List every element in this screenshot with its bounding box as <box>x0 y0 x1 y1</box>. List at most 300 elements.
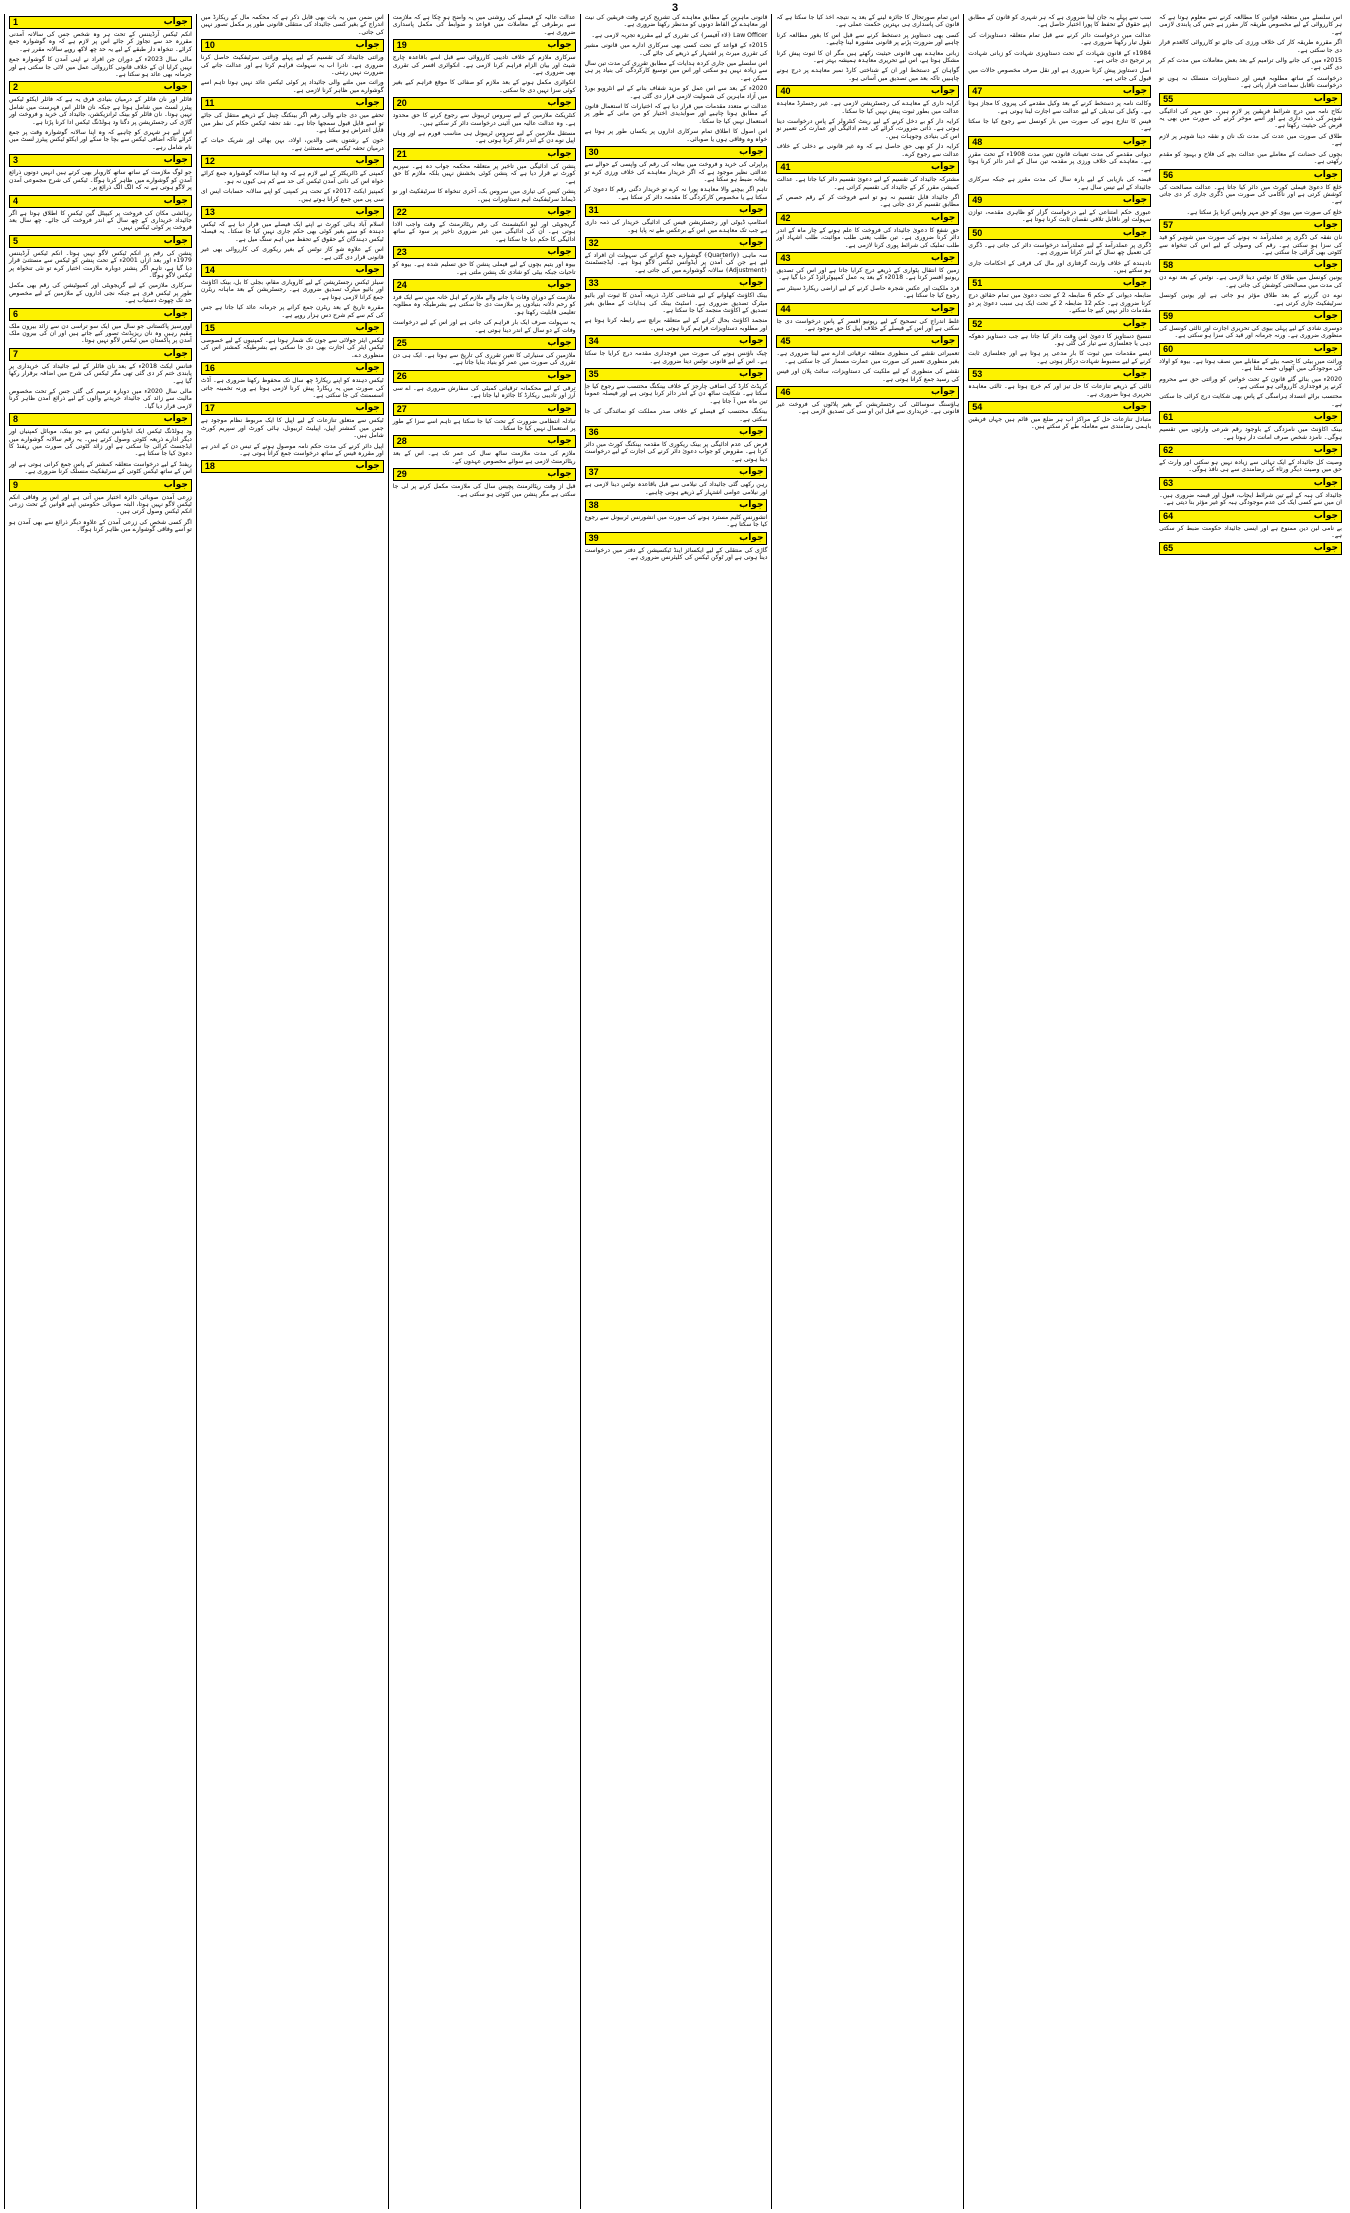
question-number-bar <box>201 322 384 335</box>
body-paragraph: اس لیے ہر شہری کو چاہیے کہ وہ اپنا سالانہ گوشوارہ وقت پر جمع کرائے تاکہ اضافی ٹیکس سے بچا جا سکے اور ایکٹو ٹیکس پیئرز لسٹ میں نام شامل رہے۔ <box>9 129 192 151</box>
body-paragraph: اوورسیز پاکستانی جو سال میں ایک سو تراسی دن سے زائد بیرون ملک مقیم رہیں وہ نان ریزیڈنٹ تصور کیے جاتے ہیں اور ان کی بیرون ملک آمدن پر پاکستان میں ٹیکس لاگو نہیں ہوتا۔ <box>9 322 192 345</box>
answer-tag: جواب <box>547 98 572 109</box>
answer-tag: جواب <box>1313 220 1339 231</box>
question-number: 65 <box>1163 543 1174 554</box>
question-number-bar <box>9 16 192 29</box>
answer-tag: جواب <box>739 532 764 543</box>
col-6 <box>963 14 1155 2209</box>
question-number-bar <box>968 368 1151 381</box>
question-number: 62 <box>1163 445 1174 456</box>
answer-tag: جواب <box>931 86 956 97</box>
question-number-bar <box>585 335 768 348</box>
body-paragraph: گاڑی کی منتقلی کے لیے ایکسائز اینڈ ٹیکسیشن کے دفتر میں درخواست دینا ہوتی ہے اور ٹوکن ٹیکس کی کلیئرنس ضروری ہے۔ <box>584 546 768 562</box>
answer-tag: جواب <box>163 414 188 425</box>
body-paragraph: سیلز ٹیکس رجسٹریشن کے لیے کاروباری مقام، بجلی کا بل، بینک اکاؤنٹ اور بائیو میٹرک تصدیق ضروری ہے۔ رجسٹریشن کے بعد ماہانہ ریٹرن جمع کرانا لازمی ہوتا ہے۔ <box>200 278 384 301</box>
body-paragraph: عدالت عالیہ کے فیصلے کی روشنی میں یہ واضح ہو چکا ہے کہ ملازمت سے برطرفی کے معاملات میں قواعد و ضوابط کی مکمل پاسداری ضروری ہے۔ <box>392 14 576 36</box>
question-number-bar <box>393 468 576 481</box>
question-number-bar <box>585 532 768 545</box>
question-number: 45 <box>780 336 791 347</box>
body-paragraph: فائلر اور نان فائلر کے درمیان بنیادی فرق یہ ہے کہ فائلر ایکٹو ٹیکس پیئرز لسٹ میں شامل ہوتا ہے جبکہ نان فائلر اس فہرست میں شامل نہیں ہوتا۔ نان فائلر کو بینک ٹرانزیکشن، جائیداد کی خرید و فروخت اور گاڑی کی رجسٹریشن پر دگنا ود ہولڈنگ ٹیکس ادا کرنا پڑتا ہے۔ <box>9 96 192 126</box>
body-paragraph: انشورنس کلیم مسترد ہونے کی صورت میں انشورنس ٹربیونل سے رجوع کیا جا سکتا ہے۔ <box>584 514 768 529</box>
question-number-bar <box>201 460 384 473</box>
question-number-bar <box>201 206 384 219</box>
column-container <box>4 14 1346 2209</box>
answer-tag: جواب <box>931 336 956 347</box>
question-number: 7 <box>13 348 19 359</box>
body-paragraph: انکوائری مکمل ہونے کے بعد ملازم کو صفائی کا موقع فراہم کیے بغیر کوئی سزا نہیں دی جا سکتی۔ <box>392 79 576 94</box>
question-number: 53 <box>972 369 983 380</box>
question-number: 54 <box>972 402 983 412</box>
body-paragraph: ترقی کے لیے محکمانہ ترقیاتی کمیٹی کی سفارش ضروری ہے۔ اے سی آرز اور تادیبی ریکارڈ کا جائزہ لیا جاتا ہے۔ <box>392 384 576 400</box>
body-paragraph: 2020ء کے بعد سے اس عمل کو مزید شفاف بنانے کے لیے انٹرویو بورڈ میں آزاد ماہرین کی شمولیت لازمی قرار دی گئی ہے۔ <box>584 85 768 100</box>
body-paragraph: گواہان کے دستخط اور ان کے شناختی کارڈ نمبر معاہدے پر درج ہونے چاہییں تاکہ بعد میں تصدیق میں آسانی ہو۔ <box>776 67 960 82</box>
answer-tag: جواب <box>1122 278 1148 289</box>
body-paragraph: ود ہولڈنگ ٹیکس ایک ایڈوانس ٹیکس ہے جو بینک، موبائل کمپنیاں اور دیگر ادارے ذریعہ کٹوتی وصول کرتے ہیں۔ یہ رقم سالانہ گوشوارے میں ایڈجسٹ کرائی جا سکتی ہے اور زائد کٹوتی کی صورت میں ریفنڈ کا دعویٰ کیا جا سکتا ہے۔ <box>9 428 192 458</box>
answer-tag: جواب <box>1313 93 1339 104</box>
body-paragraph: نوے دن گزرنے کے بعد طلاق مؤثر ہو جاتی ہے اور یونین کونسل سرٹیفکیٹ جاری کرتی ہے۔ <box>1159 292 1343 307</box>
body-paragraph: پراپرٹی کی خرید و فروخت میں بیعانہ کی رقم کی واپسی کے حوالے سے عدالتی نظیر موجود ہے کہ اگر خریدار معاہدے کی خلاف ورزی کرے تو بیعانہ ضبط ہو سکتا ہے۔ <box>584 161 768 183</box>
question-number-bar <box>393 435 576 448</box>
question-number: 58 <box>1163 260 1174 271</box>
body-paragraph: منجمد اکاؤنٹ بحال کرانے کے لیے متعلقہ برانچ سے رابطہ کرنا ہوتا ہے اور مطلوبہ دستاویزات فراہم کرنا ہوتی ہیں۔ <box>584 317 768 332</box>
answer-tag: جواب <box>355 461 380 472</box>
body-paragraph: کنٹریکٹ ملازمین کے لیے سروس ٹریبونل سے رجوع کرنے کا حق محدود ہے۔ وہ عدالت عالیہ میں آئینی درخواست دائر کر سکتے ہیں۔ <box>392 112 576 127</box>
answer-tag: جواب <box>355 40 380 51</box>
question-number: 42 <box>780 212 791 223</box>
answer-tag: جواب <box>739 278 764 289</box>
question-number-bar <box>968 227 1151 240</box>
question-number: 19 <box>396 40 407 51</box>
question-number-bar <box>1159 510 1342 523</box>
body-paragraph: کسی بھی دستاویز پر دستخط کرنے سے قبل اس کا بغور مطالعہ کرنا چاہیے اور ضرورت پڑنے پر قانونی مشورہ لینا چاہیے۔ <box>776 31 960 47</box>
body-paragraph: کریڈٹ کارڈ کی اضافی چارجز کے خلاف بینکنگ محتسب سے رجوع کیا جا سکتا ہے۔ شکایت ساٹھ دن کے اندر دائر کرنا ہوتی ہے اور فیصلہ عموماً تین ماہ میں آ جاتا ہے۔ <box>584 383 768 405</box>
body-paragraph: بینکنگ محتسب کے فیصلے کے خلاف صدر مملکت کو نمائندگی کی جا سکتی ہے۔ <box>584 408 768 423</box>
question-number-bar <box>393 337 576 350</box>
body-paragraph: اس کے علاوہ شو کاز نوٹس کے بغیر ریکوری کی کارروائی بھی غیر قانونی قرار دی گئی ہے۔ <box>200 246 384 261</box>
answer-tag: جواب <box>163 308 188 319</box>
question-number-bar <box>393 403 576 416</box>
question-number: 39 <box>588 532 599 543</box>
col-7 <box>1155 14 1346 2209</box>
question-number-bar <box>393 148 576 161</box>
answer-tag: جواب <box>1122 318 1148 329</box>
body-paragraph: مالی سال 2023ء کے دوران جن افراد نے اپنی آمدن کا گوشوارہ جمع نہیں کرایا ان کے خلاف قانونی کارروائی عمل میں لائی جا سکتی ہے اور جرمانہ بھی عائد ہو سکتا ہے۔ <box>9 56 192 79</box>
question-number: 21 <box>396 148 407 159</box>
answer-tag: جواب <box>931 387 956 397</box>
body-paragraph: اپیل دائر کرنے کی مدت حکم نامہ موصول ہونے کے تیس دن کے اندر ہے اور مقررہ فیس کے ساتھ درخواست جمع کرانا ہوتی ہے۔ <box>200 442 384 458</box>
body-paragraph: اگر کسی شخص کی زرعی آمدن کے علاوہ دیگر ذرائع سے بھی آمدن ہو تو اسے وفاقی گوشوارے میں ظاہر کرنا ہوگا۔ <box>9 518 192 534</box>
body-paragraph: متبادل تنازعات حل کے مراکز اب ہر ضلع میں قائم ہیں جہاں فریقین باہمی رضامندی سے معاملہ طے کر سکتے ہیں۔ <box>968 416 1152 431</box>
question-number-bar <box>9 235 192 248</box>
answer-tag: جواب <box>355 156 380 167</box>
answer-tag: جواب <box>739 369 764 379</box>
answer-tag: جواب <box>547 148 572 159</box>
body-paragraph: نکاح نامہ میں درج شرائط فریقین پر لازم ہیں۔ حق مہر کی ادائیگی شوہر کی ذمہ داری ہے اور اسے موخر کرنے کی صورت میں بھی یہ قرض کی حیثیت رکھتا ہے۔ <box>1159 107 1343 130</box>
question-number-bar <box>9 479 192 492</box>
question-number-bar <box>201 97 384 110</box>
question-number: 50 <box>972 227 983 238</box>
question-number: 6 <box>13 308 19 319</box>
question-number-bar <box>201 39 384 52</box>
question-number-bar <box>393 97 576 110</box>
body-paragraph: جو لوگ ملازمت کے ساتھ ساتھ کاروبار بھی کرتے ہیں انہیں دونوں ذرائع آمدن کو گوشوارے میں ظاہر کرنا ہوگا۔ ٹیکس کی شرح مجموعی آمدن پر لاگو ہوتی ہے نہ کہ الگ الگ ذرائع پر۔ <box>9 169 192 192</box>
question-number: 51 <box>972 278 983 289</box>
body-paragraph: قبضہ کی بازیابی کے لیے بارہ سال کی مدت مقرر ہے جبکہ سرکاری جائیداد کے لیے تیس سال ہے۔ <box>968 176 1152 191</box>
body-paragraph: طلاق کی صورت میں عدت کی مدت تک نان و نفقہ دینا شوہر پر لازم ہے۔ <box>1159 132 1343 148</box>
body-paragraph: کرایہ دار کو بھی حق حاصل ہے کہ وہ غیر قانونی بے دخلی کے خلاف عدالت سے رجوع کرے۔ <box>776 143 960 158</box>
body-paragraph: فرد ملکیت اور عکس شجرہ حاصل کرنے کے لیے اراضی ریکارڈ سینٹر سے رجوع کیا جا سکتا ہے۔ <box>776 284 960 300</box>
answer-tag: جواب <box>355 206 380 217</box>
question-number-bar <box>585 368 768 381</box>
body-paragraph: غلط اندراج کی تصحیح کے لیے ریونیو افسر کے پاس درخواست دی جا سکتی ہے اور اس کے فیصلے کے خلاف اپیل کا حق موجود ہے۔ <box>776 317 960 332</box>
question-number: 1 <box>13 17 19 27</box>
col-1 <box>4 14 196 2209</box>
body-paragraph: تاہم اگر بیچنے والا معاہدہ پورا نہ کرے تو خریدار دگنی رقم کا دعویٰ کر سکتا ہے یا مخصوص کارکردگی کا مقدمہ دائر کر سکتا ہے۔ <box>584 186 768 201</box>
question-number-bar <box>776 161 959 174</box>
body-paragraph: عدالت نے متعدد مقدمات میں قرار دیا ہے کہ اختیارات کا استعمال قانون کے مطابق ہونا چاہیے اور صوابدیدی اختیار کو من مانی کے طور پر استعمال نہیں کیا جا سکتا۔ <box>584 103 768 125</box>
body-paragraph: بینک اکاؤنٹ کھلوانے کے لیے شناختی کارڈ، ذریعہ آمدن کا ثبوت اور بائیو میٹرک تصدیق ضروری ہے۔ اسٹیٹ بینک کی ہدایات کے مطابق بغیر تصدیق کے اکاؤنٹ منجمد کیا جا سکتا ہے۔ <box>584 292 768 314</box>
question-number: 59 <box>1163 310 1174 321</box>
question-number: 24 <box>396 279 407 290</box>
body-paragraph: قانونی ماہرین کے مطابق معاہدے کی تشریح کرتے وقت فریقین کی نیت اور معاہدے کے الفاظ دونوں کو مدنظر رکھنا ضروری ہے۔ <box>584 14 768 29</box>
body-paragraph: زبانی معاہدے بھی قانونی حیثیت رکھتے ہیں مگر ان کا ثبوت پیش کرنا مشکل ہوتا ہے، اس لیے تحریری معاہدہ ہمیشہ بہتر ہے۔ <box>776 49 960 65</box>
body-paragraph: بے نامی لین دین ممنوع ہے اور ایسی جائیداد حکومت ضبط کر سکتی ہے۔ <box>1159 524 1343 540</box>
question-number: 38 <box>588 500 599 511</box>
body-paragraph: وراثت میں بیٹی کا حصہ بیٹے کے مقابلے میں نصف ہوتا ہے۔ بیوہ کو اولاد کی موجودگی میں آٹھواں حصہ ملتا ہے۔ <box>1159 357 1343 373</box>
answer-tag: جواب <box>1313 543 1339 554</box>
col-2 <box>196 14 388 2209</box>
answer-tag: جواب <box>163 348 188 359</box>
question-number: 41 <box>780 162 791 173</box>
question-number: 2 <box>13 82 19 93</box>
body-paragraph: 2015ء کے قواعد کے تحت کسی بھی سرکاری ادارے میں قانونی مشیر کی تقرری میرٹ پر اشتہار کے ذریعے کی جائے گی۔ <box>584 42 768 57</box>
answer-tag: جواب <box>739 147 764 158</box>
body-paragraph: محتسب برائے انسداد ہراسگی کے پاس بھی شکایت درج کرائی جا سکتی ہے۔ <box>1159 393 1343 408</box>
question-number: 55 <box>1163 93 1174 104</box>
answer-tag: جواب <box>739 427 764 438</box>
answer-tag: جواب <box>1122 402 1148 412</box>
answer-tag: جواب <box>547 206 572 217</box>
question-number: 52 <box>972 318 983 329</box>
question-number: 40 <box>780 86 791 97</box>
answer-tag: جواب <box>931 303 956 314</box>
answer-tag: جواب <box>547 370 572 381</box>
question-number: 20 <box>396 98 407 109</box>
body-paragraph: کرایہ داری کے معاہدے کی رجسٹریشن لازمی ہے۔ غیر رجسٹرڈ معاہدہ عدالت میں بطور ثبوت پیش نہیں کیا جا سکتا۔ <box>776 100 960 115</box>
question-number: 43 <box>780 252 791 263</box>
answer-tag: جواب <box>547 403 572 414</box>
body-paragraph: 2020ء میں بنائے گئے قانون کے تحت خواتین کو وراثتی حق سے محروم کرنے پر فوجداری کارروائی ہو سکتی ہے۔ <box>1159 375 1343 390</box>
answer-tag: جواب <box>1313 412 1339 423</box>
body-paragraph: سب سے پہلے یہ جان لینا ضروری ہے کہ ہر شہری کو قانون کے مطابق اپنے حقوق کے تحفظ کا پورا اختیار حاصل ہے۔ <box>968 14 1152 29</box>
body-paragraph: نقشے کی منظوری کے لیے ملکیت کی دستاویزات، سائٹ پلان اور فیس کی رسید جمع کرانا ہوتی ہے۔ <box>776 368 960 383</box>
body-paragraph: اس تمام صورتحال کا جائزہ لینے کے بعد یہ نتیجہ اخذ کیا جا سکتا ہے کہ قانون کی پاسداری ہی بہترین حکمت عملی ہے۔ <box>776 14 960 29</box>
col-5 <box>771 14 963 2209</box>
question-number-bar <box>1159 411 1342 424</box>
body-paragraph: جائیداد کی ہبہ کے لیے تین شرائط ایجاب، قبول اور قبضہ ضروری ہیں۔ ان میں سے کسی ایک کی عدم موجودگی ہبہ کو غیر مؤثر بنا دیتی ہے۔ <box>1159 491 1343 507</box>
body-paragraph: درخواست کے ساتھ مطلوبہ فیس اور دستاویزات منسلک نہ ہوں تو درخواست ناقابل سماعت قرار پاتی ہے۔ <box>1159 74 1343 90</box>
body-paragraph: دیوانی مقدمے کی مدت تعینات قانون تعین مدت 1908ء کے تحت مقرر ہے۔ معاہدے کی خلاف ورزی پر مقدمہ تین سال کے اندر دائر کرنا ہوتا ہے۔ <box>968 150 1152 173</box>
answer-tag: جواب <box>1313 445 1339 456</box>
body-paragraph: حق شفع کا دعویٰ جائیداد کی فروخت کا علم ہونے کے چار ماہ کے اندر دائر کرنا ضروری ہے۔ تین طلب یعنی طلب مواثبت، طلب اشہاد اور طلب تملیک کی شرائط پوری کرنا لازمی ہے۔ <box>776 226 960 249</box>
question-number-bar <box>393 246 576 259</box>
body-paragraph: اس ضمن میں یہ بات بھی قابل ذکر ہے کہ محکمہ مال کے ریکارڈ میں اندراج کے بغیر کسی جائیداد کی منتقلی قانونی طور پر مکمل تصور نہیں کی جاتی۔ <box>200 14 384 36</box>
body-paragraph: وکالت نامہ پر دستخط کرنے کے بعد وکیل مقدمے کی پیروی کا مجاز ہوتا ہے۔ وکیل کی تبدیلی کے لیے عدالت سے اجازت لینا ہوتی ہے۔ <box>968 100 1152 115</box>
question-number: 11 <box>204 98 215 109</box>
question-number: 15 <box>204 322 215 333</box>
answer-tag: جواب <box>355 322 380 333</box>
body-paragraph: کمپنی کے ڈائریکٹر کے لیے لازم ہے کہ وہ اپنا سالانہ گوشوارہ جمع کرائے خواہ اس کی ذاتی آمدن ٹیکس کی حد سے کم ہی کیوں نہ ہو۔ <box>200 170 384 185</box>
body-paragraph: گریجویٹی اور لیو انکیشمنٹ کی رقم ریٹائرمنٹ کے وقت واجب الادا ہوتی ہے۔ ان کی ادائیگی میں غیر ضروری تاخیر پر سود کے ساتھ ادائیگی کا حکم دیا جا سکتا ہے۔ <box>392 220 576 243</box>
answer-tag: جواب <box>1313 260 1339 271</box>
question-number: 22 <box>396 206 407 217</box>
body-paragraph: تنسیخ دستاویز کا دعویٰ اس وقت دائر کیا جاتا ہے جب دستاویز دھوکہ دہی یا جعلسازی سے تیار کی گئی ہو۔ <box>968 332 1152 347</box>
question-number-bar <box>585 146 768 159</box>
body-paragraph: ایسے مقدمات میں ثبوت کا بار مدعی پر ہوتا ہے اور جعلسازی ثابت کرنے کے لیے مضبوط شہادت درکار ہوتی ہے۔ <box>968 350 1152 365</box>
body-paragraph: دوسری شادی کے لیے پہلی بیوی کی تحریری اجازت اور ثالثی کونسل کی منظوری ضروری ہے۔ ورنہ جرمانہ اور قید کی سزا ہو سکتی ہے۔ <box>1159 324 1343 340</box>
answer-tag: جواب <box>547 279 572 290</box>
body-paragraph: عدالت میں درخواست دائر کرنے سے قبل تمام متعلقہ دستاویزات کی نقول تیار رکھنا ضروری ہے۔ <box>968 31 1152 47</box>
answer-tag: جواب <box>547 436 572 447</box>
question-number-bar <box>585 204 768 217</box>
body-paragraph: تحفے میں دی جانے والی رقم اگر بینکنگ چینل کے ذریعے منتقل کی جائے تو اسے قابل قبول سمجھا جاتا ہے۔ نقد تحفہ ٹیکس حکام کی نظر میں قابل اعتراض ہو سکتا ہے۔ <box>200 112 384 135</box>
answer-tag: جواب <box>355 264 380 275</box>
question-number: 48 <box>972 136 983 147</box>
question-number-bar <box>1159 259 1342 272</box>
body-paragraph: نادہندہ کے خلاف وارنٹ گرفتاری اور مال کی قرقی کے احکامات جاری ہو سکتے ہیں۔ <box>968 259 1152 274</box>
body-paragraph: مشترکہ جائیداد کی تقسیم کے لیے دعویٰ تقسیم دائر کیا جاتا ہے۔ عدالت کمیشن مقرر کر کے جائیداد کی تقسیم کراتی ہے۔ <box>776 176 960 191</box>
body-paragraph: یونین کونسل میں طلاق کا نوٹس دینا لازمی ہے۔ نوٹس کے بعد نوے دن کی مدت میں مصالحتی کوشش کی جاتی ہے۔ <box>1159 274 1343 289</box>
question-number-bar <box>393 39 576 52</box>
question-number-bar <box>201 264 384 277</box>
body-paragraph: وراثتی جائیداد کی تقسیم کے لیے پہلے وراثتی سرٹیفکیٹ حاصل کرنا ضروری ہے۔ نادرا اب یہ سہولت فراہم کرتا ہے اور عدالت جانے کی ضرورت نہیں رہتی۔ <box>200 54 384 77</box>
body-paragraph: سرکاری ملازمین کے لیے گریجویٹی اور کمیوٹیشن کی رقم بھی مکمل طور پر ٹیکس فری ہے جبکہ نجی اداروں کے ملازمین کے لیے مخصوص حد تک چھوٹ دستیاب ہے۔ <box>9 282 192 305</box>
body-paragraph: کرایہ دار کو بے دخل کرنے کے لیے رینٹ کنٹرولر کے پاس درخواست دینا ہوتی ہے۔ ذاتی ضرورت، کرائے کی عدم ادائیگی اور عمارت کی تعمیر نو اس کی بنیادی وجوہات ہیں۔ <box>776 118 960 140</box>
answer-tag: جواب <box>931 162 956 173</box>
answer-tag: جواب <box>547 247 572 258</box>
body-paragraph: اسٹامپ ڈیوٹی اور رجسٹریشن فیس کی ادائیگی خریدار کی ذمہ داری ہے جب تک معاہدے میں اس کے برعکس طے نہ پایا ہو۔ <box>584 219 768 234</box>
answer-tag: جواب <box>739 237 764 248</box>
answer-tag: جواب <box>1122 227 1148 238</box>
body-paragraph: بیوہ اور یتیم بچوں کے لیے فیملی پنشن کا حق تسلیم شدہ ہے۔ بیوہ کو تاحیات جبکہ بیٹی کو شادی تک پنشن ملتی ہے۔ <box>392 261 576 276</box>
answer-tag: جواب <box>163 235 188 246</box>
question-number-bar <box>1159 477 1342 490</box>
col-3 <box>388 14 580 2209</box>
answer-tag: جواب <box>1122 136 1148 147</box>
question-number-bar <box>585 499 768 512</box>
body-paragraph: پنشن کی ادائیگی میں تاخیر پر متعلقہ محکمہ جواب دہ ہے۔ سپریم کورٹ نے قرار دیا ہے کہ پنشن کوئی بخشش نہیں بلکہ ملازم کا حق ہے۔ <box>392 162 576 185</box>
answer-tag: جواب <box>739 467 764 478</box>
question-number-bar <box>9 81 192 94</box>
body-paragraph: زرعی آمدن صوبائی دائرہ اختیار میں آتی ہے اور اس پر وفاقی انکم ٹیکس لاگو نہیں ہوتا، البتہ صوبائی حکومتیں اپنے قوانین کے تحت زرعی انکم ٹیکس وصول کرتی ہیں۔ <box>9 493 192 516</box>
question-number-bar <box>776 212 959 225</box>
body-paragraph: اصل دستاویز پیش کرنا ضروری ہے اور نقل صرف مخصوص حالات میں قبول کی جاتی ہے۔ <box>968 67 1152 82</box>
question-number: 9 <box>13 479 19 490</box>
body-paragraph: عبوری حکم امتناعی کے لیے درخواست گزار کو ظاہری مقدمہ، توازن سہولت اور ناقابل تلافی نقصان ثابت کرنا ہوتا ہے۔ <box>968 208 1152 224</box>
question-number-bar <box>968 318 1151 331</box>
question-number: 30 <box>588 147 599 158</box>
question-number-bar <box>1159 310 1342 323</box>
body-paragraph: قرض کی عدم ادائیگی پر بینک ریکوری کا مقدمہ بینکنگ کورٹ میں دائر کرتا ہے۔ مقروض کو جواب دعویٰ دائر کرنے کی اجازت کے لیے درخواست دینا ہوتی ہے۔ <box>584 441 768 463</box>
body-paragraph: ضابطہ دیوانی کے حکم 6 ضابطہ 2 کے تحت دعویٰ میں تمام حقائق درج کرنا ضروری ہے۔ حکم 12 ضابطہ 2 کے تحت ایک ہی سبب دعویٰ پر دو مقدمات دائر نہیں کیے جا سکتے۔ <box>968 292 1152 315</box>
body-paragraph: فیس کا تنازع ہونے کی صورت میں بار کونسل سے رجوع کیا جا سکتا ہے۔ <box>968 118 1152 133</box>
question-number-bar <box>585 237 768 250</box>
body-paragraph: سرکاری ملازم کے خلاف تادیبی کارروائی سے قبل اسے باقاعدہ چارج شیٹ اور بیان الزام فراہم کرنا لازمی ہے۔ انکوائری افسر کی تقرری بھی ضروری ہے۔ <box>392 54 576 77</box>
question-number: 35 <box>588 369 599 379</box>
question-number-bar <box>393 206 576 219</box>
body-paragraph: رہائشی مکان کی فروخت پر کیپیٹل گین ٹیکس کا اطلاق ہوتا ہے اگر جائیداد خریداری کے چھ سال کے اندر فروخت کی جائے۔ چھ سال بعد فروخت پر کوئی ٹیکس نہیں۔ <box>9 209 192 232</box>
body-paragraph: ہاؤسنگ سوسائٹی کی رجسٹریشن کے بغیر پلاٹوں کی فروخت غیر قانونی ہے۔ خریداری سے قبل این او سی کی تصدیق لازمی ہے۔ <box>776 401 960 416</box>
body-paragraph: اس اصول کا اطلاق تمام سرکاری اداروں پر یکساں طور پر ہوتا ہے خواہ وہ وفاقی ہوں یا صوبائی۔ <box>584 128 768 143</box>
answer-tag: جواب <box>163 195 188 206</box>
question-number-bar <box>9 348 192 361</box>
question-number-bar <box>776 303 959 316</box>
body-paragraph: ریفنڈ کے لیے درخواست متعلقہ کمشنر کے پاس جمع کرانی ہوتی ہے اور اس کے ساتھ ٹیکس کٹوتی کے سرٹیفکیٹ منسلک کرنا ضروری ہے۔ <box>9 460 192 476</box>
question-number-bar <box>776 85 959 98</box>
question-number: 37 <box>588 467 599 478</box>
question-number: 29 <box>396 469 407 480</box>
question-number: 64 <box>1163 510 1174 521</box>
question-number-bar <box>776 252 959 265</box>
answer-tag: جواب <box>1122 86 1148 97</box>
body-paragraph: 2015ء میں کی جانے والی ترامیم کے بعد بعض معاملات میں مدت کم کر دی گئی ہے۔ <box>1159 57 1343 72</box>
question-number: 5 <box>13 235 19 246</box>
body-paragraph: خلع کا دعویٰ فیملی کورٹ میں دائر کیا جاتا ہے۔ عدالت مصالحت کی کوشش کرتی ہے اور ناکامی کی صورت میں ڈگری جاری کر دی جاتی ہے۔ <box>1159 183 1343 206</box>
answer-tag: جواب <box>547 40 572 51</box>
question-number-bar <box>9 195 192 208</box>
question-number: 44 <box>780 303 791 314</box>
body-paragraph: مستقل ملازمین کے لیے سروس ٹریبونل ہی مناسب فورم ہے اور وہاں اپیل نوے دن کے اندر دائر کرنا ہوتی ہے۔ <box>392 130 576 145</box>
question-number: 3 <box>13 155 19 166</box>
body-paragraph: زمین کا انتقال پٹواری کے ذریعے درج کرایا جاتا ہے اور اس کی تصدیق ریونیو افسر کرتا ہے۔ 2018ء کے بعد یہ عمل کمپیوٹرائزڈ کر دیا گیا ہے۔ <box>776 266 960 282</box>
question-number: 16 <box>204 363 215 374</box>
body-paragraph: وراثت میں ملنے والی جائیداد پر کوئی ٹیکس عائد نہیں ہوتا تاہم اسے گوشوارے میں ظاہر کرنا لازمی ہے۔ <box>200 79 384 94</box>
question-number-bar <box>776 386 959 399</box>
question-number: 60 <box>1163 343 1174 354</box>
body-paragraph: خلع کی صورت میں بیوی کو حق مہر واپس کرنا پڑ سکتا ہے۔ <box>1186 208 1343 216</box>
question-number: 14 <box>204 264 215 275</box>
body-paragraph: ٹیکس دہندہ کو اپنے ریکارڈ چھ سال تک محفوظ رکھنا ضروری ہے۔ آڈٹ کی صورت میں یہ ریکارڈ پیش کرنا لازمی ہوتا ہے ورنہ تخمینہ جاتی اسسمنٹ کی جا سکتی ہے۔ <box>200 377 384 399</box>
body-paragraph: اگر جائیداد قابل تقسیم نہ ہو تو اسے فروخت کر کے رقم حصص کے مطابق تقسیم کر دی جاتی ہے۔ <box>776 193 960 209</box>
body-paragraph: مقررہ تاریخ کے بعد ریٹرن جمع کرانے پر جرمانہ عائد کیا جاتا ہے جس کی کم سے کم شرح دس ہزار روپے ہے۔ <box>200 304 384 319</box>
question-number: 8 <box>13 414 19 425</box>
body-paragraph: ٹیکس ایئر جولائی سے جون تک شمار ہوتا ہے۔ کمپنیوں کے لیے خصوصی ٹیکس ایئر کی اجازت بھی دی جا سکتی ہے بشرطیکہ کمشنر اس کی منظوری دے۔ <box>200 336 384 359</box>
body-paragraph: تبادلہ انتظامی ضرورت کے تحت کیا جا سکتا ہے تاہم اسے سزا کے طور پر استعمال نہیں کیا جا سکتا۔ <box>392 417 576 432</box>
body-paragraph: اس سلسلے میں متعلقہ قوانین کا مطالعہ کرنے سے معلوم ہوتا ہے کہ ہر کارروائی کے لیے مخصوص طریقہ کار مقرر ہے جس کی پابندی لازمی ہے۔ <box>1159 14 1343 36</box>
question-number: 32 <box>588 237 599 248</box>
answer-tag: جواب <box>163 82 188 93</box>
question-number-bar <box>9 308 192 321</box>
question-number: 34 <box>588 336 599 347</box>
question-number-bar <box>776 335 959 348</box>
answer-tag: جواب <box>931 252 956 263</box>
question-number-bar <box>201 155 384 168</box>
question-number-bar <box>201 402 384 415</box>
question-number: 28 <box>396 436 407 447</box>
answer-tag: جواب <box>1313 477 1339 488</box>
answer-tag: جواب <box>739 336 764 347</box>
question-number-bar <box>968 85 1151 98</box>
body-paragraph: اس سلسلے میں جاری کردہ ہدایات کے مطابق تقرری کی مدت تین سال سے زیادہ نہیں ہو سکتی اور اس میں توسیع کارکردگی کی بنیاد پر ہی ممکن ہے۔ <box>584 60 768 82</box>
body-paragraph: سہ ماہی ﴿Quarterly﴾ گوشوارے جمع کرانے کی سہولت ان افراد کے لیے ہے جن کی آمدن پر ایڈوانس ٹیکس لاگو ہوتا ہے۔ ایڈجسٹمنٹ ﴿Adjustment﴾ سالانہ گوشوارے میں کی جاتی ہے۔ <box>584 251 768 274</box>
question-number-bar <box>393 370 576 383</box>
question-number-bar <box>1159 93 1342 106</box>
answer-tag: جواب <box>163 479 188 490</box>
answer-tag: جواب <box>1313 310 1339 321</box>
body-paragraph: Law Officer ﴿ﻻء آفیسر﴾ کی تقرری کے لیے مقررہ تجربہ لازمی ہے۔ <box>591 31 768 39</box>
answer-tag: جواب <box>547 469 572 480</box>
body-paragraph: قبل از وقت ریٹائرمنٹ پچیس سال کی ملازمت مکمل کرنے پر لی جا سکتی ہے مگر پنشن میں کٹوتی ہو سکتی ہے۔ <box>392 483 576 498</box>
body-paragraph: بینک اکاؤنٹ میں نامزدگی کے باوجود رقم شرعی وارثوں میں تقسیم ہوگی۔ نامزد شخص صرف امانت دار ہوتا ہے۔ <box>1159 426 1343 441</box>
question-number: 26 <box>396 370 407 381</box>
question-number-bar <box>201 362 384 375</box>
answer-tag: جواب <box>355 363 380 374</box>
question-number: 56 <box>1163 169 1174 180</box>
body-paragraph: رہن رکھی گئی جائیداد کی نیلامی سے قبل باقاعدہ نوٹس دینا لازمی ہے اور نیلامی عوامی اشتہار کے ذریعے ہونی چاہیے۔ <box>584 481 768 496</box>
question-number-bar <box>968 136 1151 149</box>
answer-tag: جواب <box>547 337 572 348</box>
question-number: 31 <box>588 205 599 216</box>
question-number: 36 <box>588 427 599 438</box>
body-paragraph: ملازم کی مدت ملازمت ساٹھ سال کی عمر تک ہے۔ اس کے بعد ریٹائرمنٹ لازمی ہے سوائے مخصوص عہدوں کے۔ <box>392 450 576 465</box>
question-number-bar <box>585 426 768 439</box>
question-number: 18 <box>204 461 215 472</box>
body-paragraph: کمپنیز ایکٹ 2017ء کے تحت ہر کمپنی کو اپنے سالانہ حسابات ایس ای سی پی میں جمع کرانا ہوتے ہیں۔ <box>200 188 384 203</box>
body-paragraph: چیک باؤنس ہونے کی صورت میں فوجداری مقدمہ درج کرایا جا سکتا ہے۔ اس کے لیے قانونی نوٹس دینا ضروری ہے۔ <box>584 350 768 365</box>
answer-tag: جواب <box>1122 369 1148 380</box>
answer-tag: جواب <box>355 98 380 109</box>
body-paragraph: مالی سال 2020ء میں دوبارہ ترمیم کی گئی جس کے تحت مخصوص مالیت سے زائد کی جائیداد خریدنے والوں کے لیے ذرائع آمدن ظاہر کرنا لازمی قرار دیا گیا۔ <box>9 388 192 410</box>
body-paragraph: خون کے رشتوں یعنی والدین، اولاد، بہن بھائی اور شریک حیات کے درمیان تحفہ ٹیکس سے مستثنیٰ ہے۔ <box>200 137 384 152</box>
page-number: 3 <box>671 2 679 14</box>
question-number: 17 <box>204 403 215 414</box>
question-number: 63 <box>1163 477 1174 488</box>
question-number-bar <box>1159 343 1342 356</box>
body-paragraph: اگر مقررہ طریقہ کار کی خلاف ورزی کی جائے تو کارروائی کالعدم قرار دی جا سکتی ہے۔ <box>1159 39 1343 54</box>
question-number-bar <box>9 413 192 426</box>
answer-tag: جواب <box>1313 343 1339 354</box>
body-paragraph: فنانس ایکٹ 2018ء کے بعد نان فائلر کے لیے جائیداد کی خریداری پر پابندی ختم کر دی گئی تھی مگر ٹیکس کی شرح میں اضافہ برقرار رکھا گیا ہے۔ <box>9 362 192 385</box>
answer-tag: جواب <box>739 205 764 216</box>
col-4 <box>580 14 772 2209</box>
question-number-bar <box>968 194 1151 207</box>
body-paragraph: اسلام آباد ہائی کورٹ نے اپنے ایک فیصلے میں قرار دیا ہے کہ ٹیکس دہندہ کو سنے بغیر کوئی بھی حکم جاری نہیں کیا جا سکتا۔ یہ فیصلہ ٹیکس دہندگان کے حقوق کے تحفظ میں اہم سنگ میل ہے۔ <box>200 220 384 243</box>
question-number-bar <box>1159 169 1342 182</box>
question-number-bar <box>1159 219 1342 232</box>
question-number: 25 <box>396 337 407 348</box>
question-number: 49 <box>972 194 983 205</box>
question-number: 4 <box>13 195 19 206</box>
body-paragraph: نان نفقہ کی ڈگری پر عملدرآمد نہ ہونے کی صورت میں شوہر کو قید کی سزا ہو سکتی ہے۔ رقم کی وصولی کے لیے اس کی تنخواہ سے کٹوتی بھی کرائی جا سکتی ہے۔ <box>1159 234 1343 256</box>
question-number: 12 <box>204 156 215 167</box>
answer-tag: جواب <box>1313 510 1339 521</box>
question-number-bar <box>9 154 192 167</box>
question-number: 23 <box>396 247 407 258</box>
question-number: 27 <box>396 403 407 414</box>
body-paragraph: ٹیکس سے متعلق تنازعات کے لیے اپیل کا ایک مربوط نظام موجود ہے جس میں کمشنر اپیل، اپیلیٹ ٹربیونل، ہائی کورٹ اور سپریم کورٹ شامل ہیں۔ <box>200 417 384 440</box>
question-number-bar <box>968 401 1151 414</box>
question-number: 46 <box>780 387 791 397</box>
question-number-bar <box>585 466 768 479</box>
question-number-bar <box>585 277 768 290</box>
question-number: 61 <box>1163 412 1174 423</box>
answer-tag: جواب <box>739 500 764 511</box>
body-paragraph: وصیت کل جائیداد کے ایک تہائی سے زیادہ نہیں ہو سکتی اور وارث کے حق میں وصیت دیگر ورثاء کی رضامندی سے ہی نافذ ہوگی۔ <box>1159 459 1343 474</box>
question-number-bar <box>968 277 1151 290</box>
body-paragraph: ڈگری پر عملدرآمد کے لیے عملدرآمد درخواست دائر کی جاتی ہے۔ ڈگری کی تعمیل چھ سال کے اندر کرانا ضروری ہے۔ <box>968 241 1152 257</box>
question-number: 57 <box>1163 220 1174 231</box>
body-paragraph: انکم ٹیکس آرڈیننس کے تحت ہر وہ شخص جس کی سالانہ آمدنی مقررہ حد سے تجاوز کر جائے اس پر لازم ہے کہ وہ گوشوارہ جمع کرائے۔ تنخواہ دار طبقے کے لیے یہ حد چھ لاکھ روپے سالانہ مقرر ہے۔ <box>9 31 192 53</box>
